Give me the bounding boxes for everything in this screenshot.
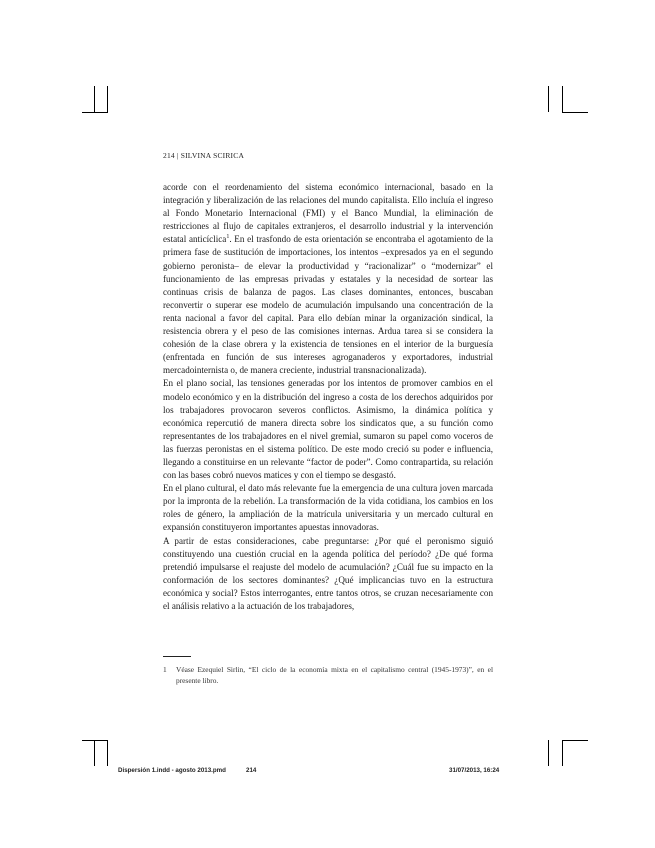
crop-mark-top-right-h [562, 112, 588, 113]
body-text [163, 181, 493, 613]
crop-mark-top-right-v2 [562, 86, 563, 112]
slug-page: 214 [246, 767, 257, 774]
footnote-number: 1 [163, 665, 167, 674]
paragraph-2: En el plano social, las tensiones generadas por los intentos de promover cambios en el modelo económico y en la distribución del ingreso a costa de los derechos adquiridos por los trabajadores provocaron severos conflictos. Asimismo, la dinámica política y económica repercutió de manera directa sobre los sindicatos que, a su función como representantes de los trabajadores en el nivel gremial, sumaron su papel como voceros de las fuerzas peronistas en el sistema político. De este modo creció su poder e influencia, llegando a constituirse en un relevante “factor de poder”. Como contrapartida, su relación con las bases cobró nuevos matices y con el tiempo se desgastó. [163, 378, 493, 481]
slug-filename: Dispersión 1.indd - agosto 2013.pmd [118, 767, 226, 774]
crop-mark-top-right-v [548, 86, 549, 112]
footnote-rule [163, 656, 191, 657]
crop-mark-top-left-h [82, 112, 108, 113]
paragraph-4: A partir de estas consideraciones, cabe preguntarse: ¿Por qué el peronismo siguió constituyendo una cuestión crucial en la agenda política del período? ¿De qué forma pretendió impulsarse el reajuste del modelo de acumulación? ¿Cuál fue su impacto en la conformación de los sectores dominantes? ¿Qué implicancias tuvo en la estructura económica y social? Estos interrogantes, entre tantos otros, se cruzan necesariamente con el análisis relativo a la actuación de los trabajadores, [163, 535, 493, 611]
crop-mark-bottom-left-v2 [94, 740, 95, 766]
footnote-marker: 1 [226, 234, 230, 241]
crop-mark-bottom-right-v2 [562, 740, 563, 766]
paragraph-1 [163, 181, 493, 377]
crop-mark-top-left-v2 [94, 86, 95, 112]
crop-mark-bottom-left-h [82, 740, 108, 741]
running-header: 214 | SILVINA SCIRICA [163, 151, 245, 160]
crop-mark-top-left-v [107, 86, 108, 112]
paragraph-3: En el plano cultural, el dato más relevante fue la emergencia de una cultura joven marcada por la impronta de la rebelión. La transformación de la vida cotidiana, los cambios en los roles de género, la ampliación de la matrícula universitaria y un mercado cultural en expansión constituyeron importantes apuestas innovadoras. [163, 483, 493, 533]
footnote [163, 665, 493, 686]
paragraph-1-continuation: . En el trasfondo de esta orientación se encontraba el agotamiento de la primera fase de sustitución de importaciones, los intentos –expresados ya en el segundo gobierno peronista– de elevar la productividad y “racionalizar” o “modernizar” el funcionamiento de las empresas privadas y estatales y la necesidad de sortear las continuas crisis de balanza de pagos. Las clases dominantes, entonces, buscaban reconvertir o superar ese modelo de acumulación impulsando una concentración de la renta nacional a favor del capital. Para ello debían minar la organización sindical, la resistencia obrera y el peso de las comisiones internas. Ardua tarea si se considera la cohesión de la clase obrera y la existencia de tensiones en el interior de la burguesía (enfrentada en función de sus intereses agroganaderos y exportadores, industrial mercadointernista o, de manera creciente, industrial transnacionalizada). [163, 234, 493, 376]
crop-mark-bottom-right-v [548, 740, 549, 766]
crop-mark-bottom-right-h [562, 740, 588, 741]
crop-mark-bottom-left-v [107, 740, 108, 766]
slug-date: 31/07/2013, 16:24 [449, 767, 500, 774]
footnote-text: Véase Ezequiel Sirlin, “El ciclo de la economía mixta en el capitalismo central (1945-1973)”, en el presente libro. [176, 665, 493, 685]
paragraph-1-start: acorde con el reordenamiento del sistema económico internacional, basado en la integración y liberalización de las relaciones del mundo capitalista. Ello incluía el ingreso al Fondo Monetario Internacional (FMI) y el Banco Mundial, la eliminación de restricciones al flujo de capitales extranjeros, el desarrollo industrial y la intervención estatal anticíclica [163, 182, 493, 245]
